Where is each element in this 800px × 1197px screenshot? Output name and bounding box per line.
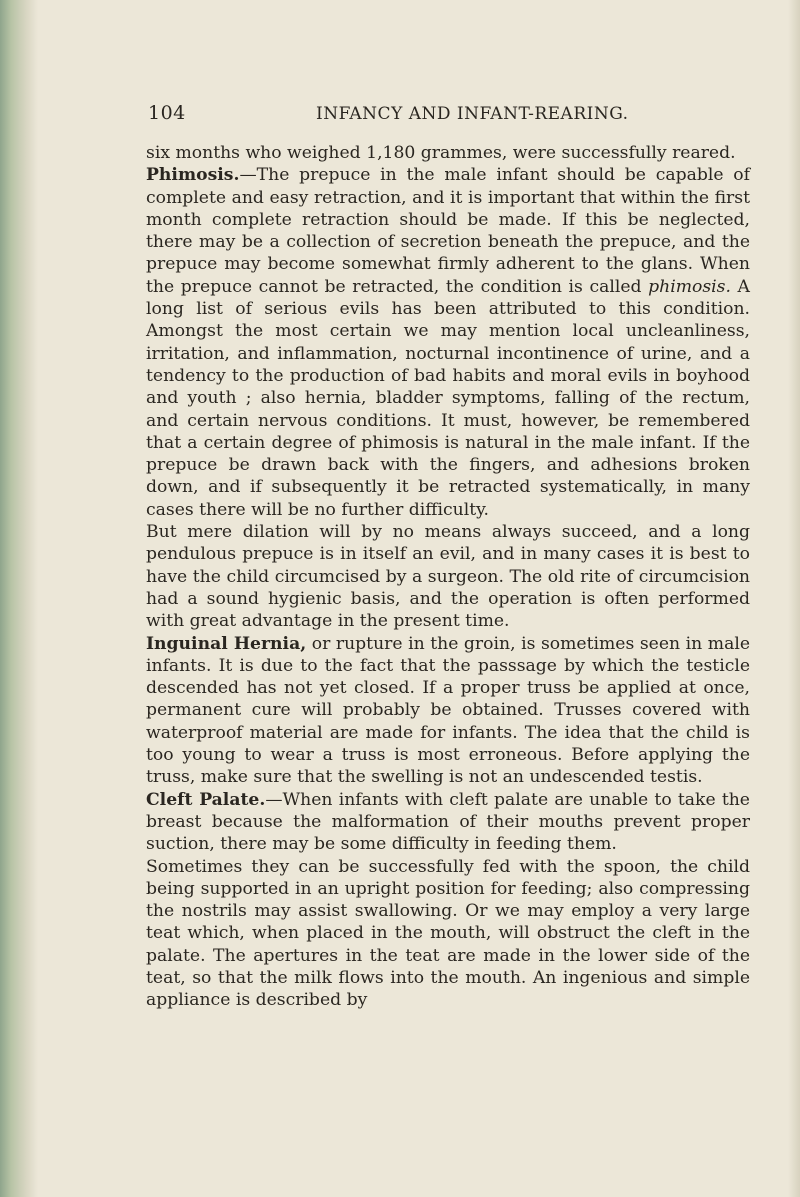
body-text <box>146 142 750 1012</box>
paragraph-cleft-palate <box>146 789 750 856</box>
paragraph-text: —The prepuce in the male infant should be capable of complete and easy retraction, and it is important that within the first month complete retraction should be made. If this be neglected, there may be a collection of secretion beneath the prepuce, and the prepuce may become somewhat firmly adherent to the glans. When the prepuce cannot be retracted, the condition is called <box>146 165 750 297</box>
paragraph-feeding <box>146 856 750 1012</box>
section-heading-phimosis: Phimosis. <box>146 165 240 186</box>
running-head <box>148 102 748 132</box>
book-page <box>120 0 760 1197</box>
paragraph-inguinal-hernia <box>146 633 750 789</box>
page-right-edge <box>788 0 800 1197</box>
paragraph-continuation <box>146 142 750 164</box>
paragraph-text: A long list of serious evils has been attributed to this condition. Amongst the most certain we may mention local uncleanliness, irritation, and inflammation, nocturnal incontinence of urine, and a tendency to the production of bad habits and moral evils in boyhood and youth ; also hernia, bladder symptoms, falling of the rectum, and certain nervous conditions. It must, however, be remembered that a certain degree of phimosis is natural in the male infant. If the prepuce be drawn back with the fingers, and adhesions broken down, and if subsequently it be retracted systematically, in many cases there will be no further difficulty. <box>146 276 750 520</box>
paragraph-text: Sometimes they can be successfully fed with the spoon, the child being supported in an upright position for feeding; also compressing the nostrils may assist swallowing. Or we may employ a very large teat which, when placed in the mouth, will obstruct the cleft in the palate. The apertures in the teat are made in the lower side of the teat, so that the milk flows into the mouth. An ingenious and simple appliance is described by <box>146 856 750 1011</box>
paragraph-circumcision <box>146 521 750 632</box>
paragraph-text: —When infants with cleft palate are unable to take the breast because the malformation of their mouths prevent proper suction, there may be some difficulty in feeding them. <box>146 789 750 855</box>
running-head-title: INFANCY AND INFANT-REARING. <box>316 104 629 124</box>
section-heading-cleft-palate: Cleft Palate. <box>146 789 266 810</box>
paragraph-text: But mere dilation will by no means always succeed, and a long pendulous prepuce is in itself an evil, and in many cases it is best to have the child circumcised by a surgeon. The old rite of circumcision had a sound hygienic basis, and the operation is often performed with great advantage in the present time. <box>146 522 750 632</box>
page-number: 104 <box>148 102 186 124</box>
book-binding-edge <box>0 0 38 1197</box>
paragraph-text: six months who weighed 1,180 grammes, were successfully reared. <box>146 143 736 163</box>
italic-term: phimosis. <box>648 276 731 297</box>
paragraph-text: or rupture in the groin, is sometimes seen in male infants. It is due to the fact that the passsage by which the testicle descended has not yet closed. If a proper truss be applied at once, permanent cure will probably be obtained. Trusses covered with waterproof material are made for infants. The idea that the child is too young to wear a truss is most erroneous. Before applying the truss, make sure that the swelling is not an undescended testis. <box>146 633 750 788</box>
section-heading-inguinal-hernia: Inguinal Hernia, <box>146 633 307 654</box>
paragraph-phimosis <box>146 164 750 521</box>
